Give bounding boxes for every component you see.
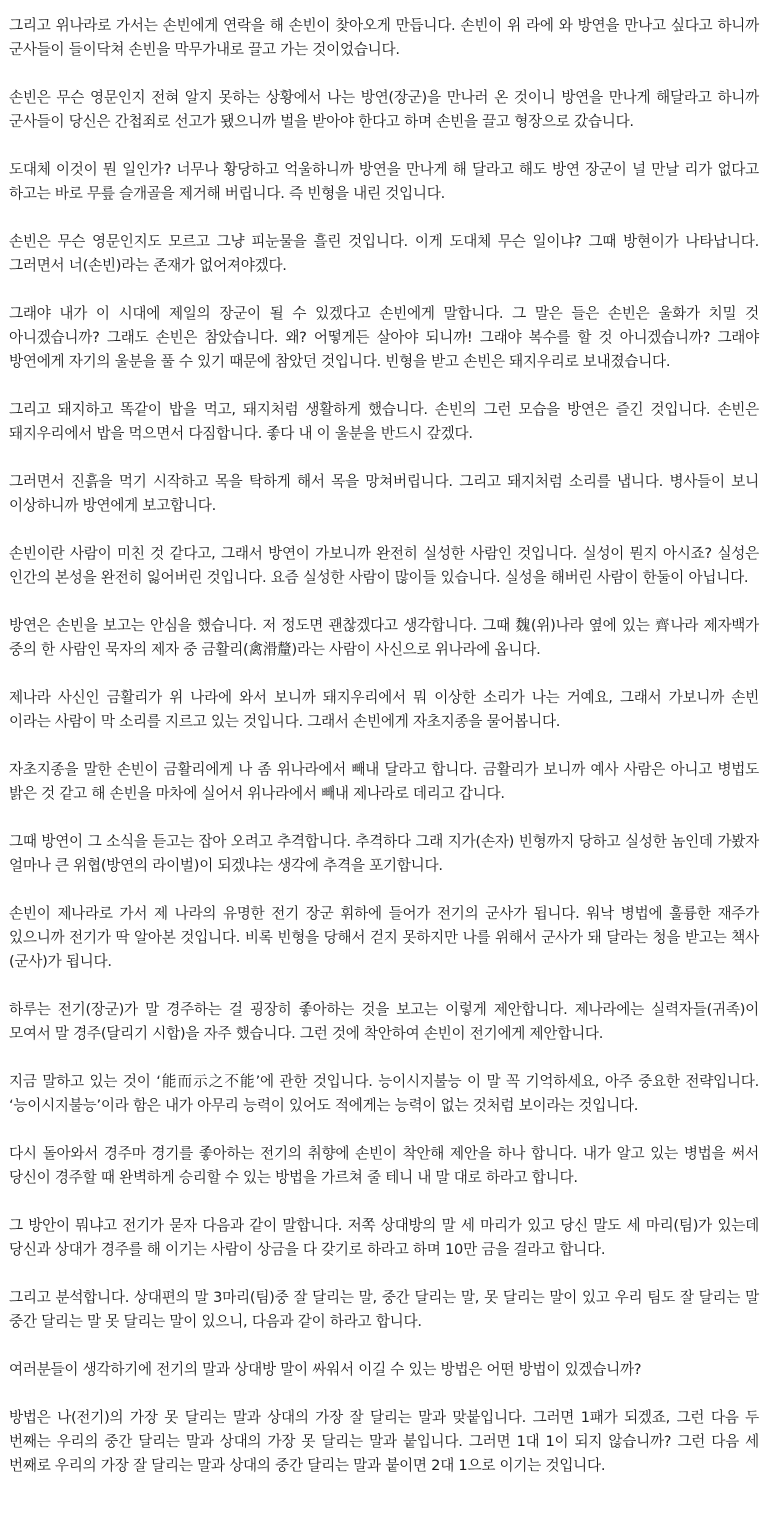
paragraph: 지금 말하고 있는 것이 ‘能而示之不能’에 관한 것입니다. 능이시지불능 이 말 꼭 기억하세요, 아주 중요한 전략입니다. ‘능이시지불능’이라 함은 내가 아무리 능력이 있어도 적에게는 능력이 없는 것처럼 보이라는 것입니다.: [9, 1073, 759, 1114]
paragraph: 손빈은 무슨 영문인지 전혀 알지 못하는 상황에서 나는 방연(장군)을 만나러 온 것이니 방연을 만나게 해달라고 하니까 군사들이 당신은 간첩죄로 선고가 됐으니까 벌을 받아야 한다고 하며 손빈을 끌고 형장으로 갔습니다.: [9, 89, 759, 130]
paragraph: 자초지종을 말한 손빈이 금활리에게 나 좀 위나라에서 빼내 달라고 합니다. 금활리가 보니까 예사 사람은 아니고 병법도 밝은 것 같고 해 손빈을 마차에 실어서 위나라에서 빼내 제나라로 데리고 갑니다.: [9, 761, 759, 802]
paragraph: 그래야 내가 이 시대에 제일의 장군이 될 수 있겠다고 손빈에게 말합니다. 그 말은 들은 손빈은 울화가 치밀 것 아니겠습니까? 그래도 손빈은 참았습니다. 왜? 어떻게든 살아야 되니까! 그래야 복수를 할 것 아니겠습니까? 그래야 방연에게 자기의 울분을 풀 수 있기 때문에 참았던 것입니다. 빈형을 받고 손빈은 돼지우리로 보내졌습니다.: [9, 305, 759, 370]
paragraph: 방법은 나(전기)의 가장 못 달리는 말과 상대의 가장 잘 달리는 말과 맞붙입니다. 그러면 1패가 되겠죠, 그런 다음 두 번째는 우리의 중간 달리는 말과 상대의 가장 못 달리는 말과 붙입니다. 그러면 1대 1이 되지 않습니까? 그런 다음 세 번째로 우리의 가장 잘 달리는 말과 상대의 중간 달리는 말과 붙이면 2대 1으로 이기는 것입니다.: [9, 1409, 759, 1474]
paragraph: 제나라 사신인 금활리가 위 나라에 와서 보니까 돼지우리에서 뭐 이상한 소리가 나는 거예요, 그래서 가보니까 손빈 이라는 사람이 막 소리를 지르고 있는 것입니다. 그래서 손빈에게 자초지종을 물어봅니다.: [9, 689, 759, 730]
paragraph: 그때 방연이 그 소식을 듣고는 잡아 오려고 추격합니다. 추격하다 그래 지가(손자) 빈형까지 당하고 실성한 놈인데 가봤자 얼마나 큰 위협(방연의 라이벌)이 되겠냐는 생각에 추격을 포기합니다.: [9, 833, 759, 874]
article-body: [9, 14, 759, 1502]
paragraph: 손빈은 무슨 영문인지도 모르고 그냥 피눈물을 흘린 것입니다. 이게 도대체 무슨 일이냐? 그때 방현이가 나타납니다. 그러면서 너(손빈)라는 존재가 없어져야겠다.: [9, 233, 759, 274]
paragraph: 손빈이란 사람이 미친 것 같다고, 그래서 방연이 가보니까 완전히 실성한 사람인 것입니다. 실성이 뭔지 아시죠? 실성은 인간의 본성을 완전히 잃어버린 것입니다. 요즘 실성한 사람이 많이들 있습니다. 실성을 해버린 사람이 한둘이 아닙니다.: [9, 545, 759, 586]
paragraph: 그리고 위나라로 가서는 손빈에게 연락을 해 손빈이 찾아오게 만듭니다. 손빈이 위 라에 와 방연을 만나고 싶다고 하니까 군사들이 들이닥쳐 손빈을 막무가내로 끌고 가는 것이었습니다.: [9, 17, 759, 58]
paragraph: 다시 돌아와서 경주마 경기를 좋아하는 전기의 취향에 손빈이 착안해 제안을 하나 합니다. 내가 알고 있는 병법을 써서 당신이 경주할 때 완벽하게 승리할 수 있는 방법을 가르쳐 줄 테니 내 말 대로 하라고 합니다.: [9, 1145, 759, 1186]
paragraph: 그러면서 진흙을 먹기 시작하고 목을 탁하게 해서 목을 망쳐버립니다. 그리고 돼지처럼 소리를 냅니다. 병사들이 보니 이상하니까 방연에게 보고합니다.: [9, 473, 759, 514]
paragraph: 도대체 이것이 뭔 일인가? 너무나 황당하고 억울하니까 방연을 만나게 해 달라고 해도 방연 장군이 널 만날 리가 없다고 하고는 바로 무릎 슬개골을 제거해 버립니다. 즉 빈형을 내린 것입니다.: [9, 161, 759, 202]
paragraph: 그 방안이 뭐냐고 전기가 묻자 다음과 같이 말합니다. 저쪽 상대방의 말 세 마리가 있고 당신 말도 세 마리(팀)가 있는데 당신과 상대가 경주를 해 이기는 사람이 상금을 다 갖기로 하라고 하며 10만 금을 걸라고 합니다.: [9, 1217, 759, 1258]
paragraph: 방연은 손빈을 보고는 안심을 했습니다. 저 정도면 괜찮겠다고 생각합니다. 그때 魏(위)나라 옆에 있는 齊나라 제자백가 중의 한 사람인 묵자의 제자 중 금활리(禽滑釐)라는 사람이 사신으로 위나라에 옵니다.: [9, 617, 759, 658]
paragraph: 여러분들이 생각하기에 전기의 말과 상대방 말이 싸워서 이길 수 있는 방법은 어떤 방법이 있겠습니까?: [9, 1361, 642, 1378]
paragraph: 그리고 분석합니다. 상대편의 말 3마리(팀)중 잘 달리는 말, 중간 달리는 말, 못 달리는 말이 있고 우리 팀도 잘 달리는 말 중간 달리는 말 못 달리는 말이 있으니, 다음과 같이 하라고 합니다.: [9, 1289, 759, 1330]
paragraph: 그리고 돼지하고 똑같이 밥을 먹고, 돼지처럼 생활하게 했습니다. 손빈의 그런 모습을 방연은 즐긴 것입니다. 손빈은 돼지우리에서 밥을 먹으면서 다짐합니다. 좋다 내 이 울분을 반드시 갚겠다.: [9, 401, 759, 442]
paragraph: 손빈이 제나라로 가서 제 나라의 유명한 전기 장군 휘하에 들어가 전기의 군사가 됩니다. 워낙 병법에 훌륭한 재주가 있으니까 전기가 딱 알아본 것입니다. 비록 빈형을 당해서 걷지 못하지만 나를 위해서 군사가 돼 달라는 청을 받고는 책사(군사)가 됩니다.: [9, 905, 759, 970]
paragraph: 하루는 전기(장군)가 말 경주하는 걸 굉장히 좋아하는 것을 보고는 이렇게 제안합니다. 제나라에는 실력자들(귀족)이 모여서 말 경주(달리기 시합)을 자주 했습니다. 그런 것에 착안하여 손빈이 전기에게 제안합니다.: [9, 1001, 759, 1042]
